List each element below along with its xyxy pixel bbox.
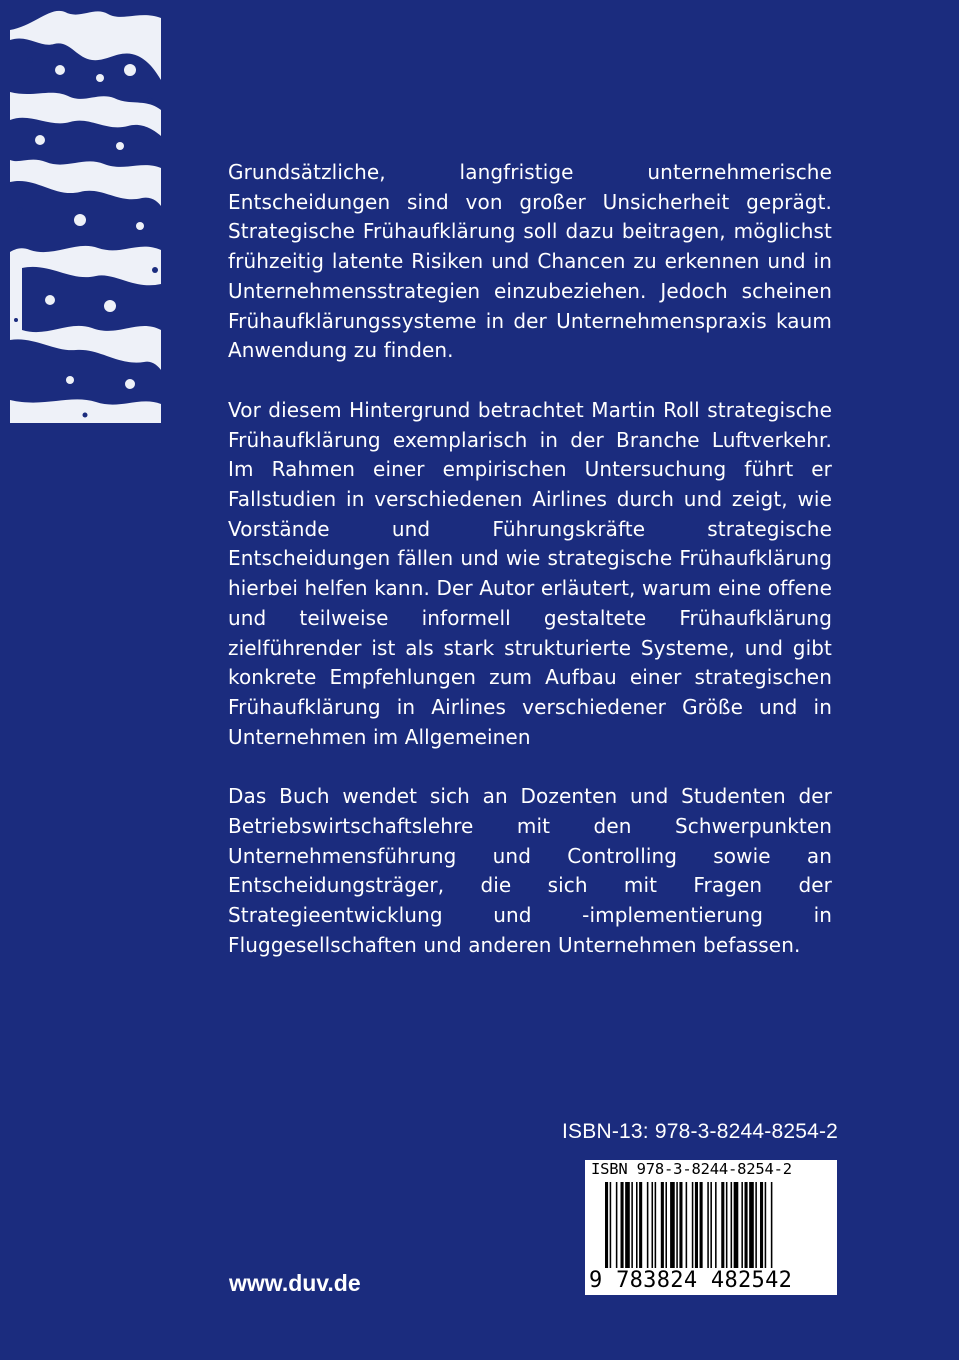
globe-illustration (10, 0, 161, 423)
description-paragraph-3: Das Buch wendet sich an Dozenten und Studenten der Betriebswirtschaftslehre mit den Schwerpunkten Unternehmensführung und Controlling sowie an Entscheidungsträger, die sich mit Fragen der Strategieentwicklung und -implementierung in Fluggesellschaften und anderen Unternehmen befassen. (228, 784, 832, 957)
barcode-digits: 9 783824 482542 (589, 1268, 793, 1293)
barcode-isbn-text: ISBN 978-3-8244-8254-2 (591, 1160, 792, 1178)
globe-icon (10, 0, 161, 423)
barcode-bars-icon (605, 1182, 825, 1272)
description-paragraph-1: Grundsätzliche, langfristige unternehmerische Entscheidungen sind von großer Unsicherheit geprägt. Strategische Frühaufklärung soll dazu beitragen, möglichst frühzeitig latente Risiken und Chancen zu erkennen und in Unternehmensstrategien einzubeziehen. Jedoch scheinen Frühaufklärungssysteme in der Unternehmenspraxis kaum Anwendung zu finden. (228, 160, 832, 363)
isbn-label: ISBN-13: 978-3-8244-8254-2 (562, 1120, 839, 1143)
description-text (228, 158, 832, 991)
barcode (585, 1160, 837, 1295)
publisher-url: www.duv.de (229, 1270, 361, 1296)
description-paragraph-2: Vor diesem Hintergrund betrachtet Martin Roll strategische Frühaufklärung exemplarisch in der Branche Luftverkehr. Im Rahmen einer empirischen Untersuchung führt er Fallstudien in verschiedenen Airlines durch und zeigt, wie Vorstände und Führungskräfte strategische Entscheidungen fällen und wie strategische Frühaufklärung hierbei helfen kann. Der Autor erläutert, warum eine offene und teilweise informell gestaltete Frühaufklärung zielführender ist als stark strukturierte Systeme, und gibt konkrete Empfehlungen zum Aufbau einer strategischen Frühaufklärung in Airlines verschiedener Größe und in Unternehmen im Allgemeinen (228, 397, 832, 749)
